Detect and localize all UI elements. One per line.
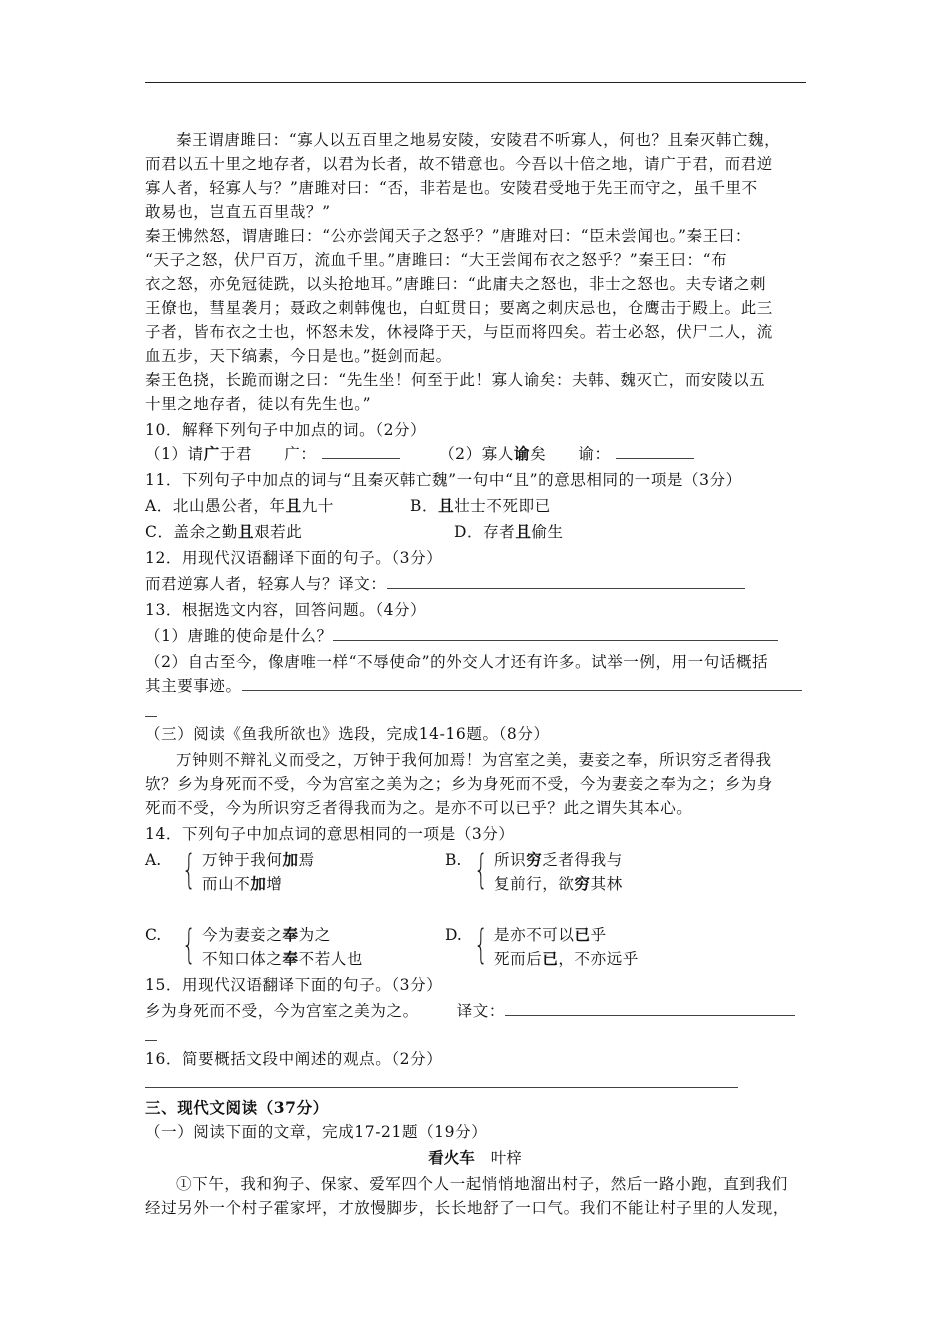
option-d-label[interactable]: D.: [445, 926, 462, 944]
passage-line: 寡人者，轻寡人与？”唐雎对曰：“否，非若是也。安陵君受地于先王而守之，虽千里不: [145, 179, 758, 197]
question-15-stem: 15．用现代汉语翻译下面的句子。（3分）: [145, 976, 443, 994]
option-c-line1: 今为妻妾之奉为之: [202, 925, 331, 944]
passage-line: 衣之怒，亦免冠徒跣，以头抢地耳。”唐雎曰：“此庸夫之怒也，非士之怒也。夫专诸之刺: [145, 275, 767, 293]
answer-blank[interactable]: [322, 444, 400, 459]
option-b[interactable]: B．且壮士不死即已: [410, 496, 551, 515]
option-c-label[interactable]: C.: [145, 926, 162, 944]
answer-blank[interactable]: [616, 444, 694, 459]
question-13-sub2: （2）自古至今，像唐唯一样“不辱使命”的外交人才还有许多。试举一例，用一句话概括: [145, 653, 769, 671]
option-d[interactable]: D．存者且偷生: [454, 522, 564, 541]
passage-line: 秦王谓唐雎曰：“寡人以五百里之地易安陵，安陵君不听寡人，何也？且秦灭韩亡魏，: [176, 131, 781, 149]
brace-icon: {: [182, 847, 196, 893]
answer-blank[interactable]: [387, 574, 745, 589]
passage-line: 万钟则不辩礼义而受之，万钟于我何加焉！为宫室之美，妻妾之奉，所识穷乏者得我: [176, 751, 772, 769]
header-rule: [145, 82, 806, 83]
option-a[interactable]: A．北山愚公者，年且九十: [145, 496, 334, 515]
option-b-line1: 所识穷乏者得我与: [494, 850, 623, 869]
brace-icon: {: [474, 922, 488, 968]
passage-line: “天子之怒，伏尸百万，流血千里。”唐雎曰：“大王尝闻布衣之怒乎？”秦王曰：“布: [145, 251, 728, 269]
passage-line: 十里之地存者，徒以有先生也。”: [145, 395, 372, 413]
option-c[interactable]: C．盖余之勤且艰若此: [145, 522, 303, 541]
section-heading: （三）阅读《鱼我所欲也》选段，完成14-16题。（8分）: [145, 725, 550, 743]
passage-line: 秦王怫然怒，谓唐雎曰：“公亦尝闻天子之怒乎？”唐雎对曰：“臣未尝闻也。”秦王曰：: [145, 227, 751, 245]
question-11-stem: 11．下列句子中加点的词与“且秦灭韩亡魏”一句中“且”的意思相同的一项是（3分）: [145, 471, 742, 489]
passage-line: 死而不受，今为所识穷乏者得我而为之。是亦不可以已乎？此之谓失其本心。: [145, 799, 693, 817]
option-d-line1: 是亦不可以已乎: [494, 925, 607, 944]
option-a-line2: 而山不加增: [202, 874, 283, 893]
section-subheading: （一）阅读下面的文章，完成17-21题（19分）: [145, 1123, 488, 1141]
answer-blank[interactable]: [505, 1001, 795, 1016]
passage-line: 而君以五十里之地存者，以君为长者，故不错意也。今吾以十倍之地，请广于君，而君逆: [145, 155, 773, 173]
question-10-items: （1）请广于君 广： （2）寡人谕矣 谕：: [145, 444, 694, 464]
article-title: 看火车 叶梓: [428, 1148, 522, 1167]
option-a-label[interactable]: A.: [145, 851, 162, 869]
brace-icon: {: [474, 847, 488, 893]
question-15-sentence: 乡为身死而不受，今为宫室之美为之。 译文：: [145, 1001, 795, 1021]
answer-blank[interactable]: [145, 1087, 738, 1088]
option-b-label[interactable]: B.: [445, 851, 462, 869]
question-14-stem: 14．下列句子中加点词的意思相同的一项是（3分）: [145, 825, 515, 843]
option-a-line1: 万钟于我何加焉: [202, 850, 315, 869]
option-b-line2: 复前行，欲穷其林: [494, 874, 623, 893]
question-10-stem: 10．解释下列句子中加点的词。（2分）: [145, 421, 427, 439]
question-16-stem: 16．简要概括文段中阐述的观点。（2分）: [145, 1050, 443, 1068]
option-c-line2: 不知口体之奉不若人也: [202, 949, 364, 968]
section-heading: 三、现代文阅读（37分）: [145, 1098, 329, 1117]
passage-line: 经过另外一个村子霍家坪，才放慢脚步，长长地舒了一口气。我们不能让村子里的人发现，: [145, 1199, 790, 1217]
answer-blank[interactable]: [242, 676, 802, 691]
passage-line: ①下午，我和狗子、保家、爱军四个人一起悄悄地溜出村子，然后一路小跑，直到我们: [176, 1175, 788, 1193]
answer-blank[interactable]: [333, 626, 778, 641]
question-12-sentence: 而君逆寡人者，轻寡人与？译文：: [145, 574, 745, 594]
question-13-stem: 13．根据选文内容，回答问题。（4分）: [145, 601, 427, 619]
question-12-stem: 12．用现代汉语翻译下面的句子。（3分）: [145, 549, 443, 567]
passage-line: 秦王色挠，长跪而谢之曰：“先生坐！何至于此！寡人谕矣：夫韩、魏灭亡，而安陵以五: [145, 371, 766, 389]
passage-line: 敢易也，岂直五百里哉？”: [145, 203, 331, 221]
passage-line: 王僚也，彗星袭月；聂政之刺韩傀也，白虹贯日；要离之刺庆忌也，仓鹰击于殿上。此三: [145, 299, 773, 317]
blank-continuation: [145, 1040, 157, 1041]
blank-continuation: [145, 716, 157, 717]
brace-icon: {: [182, 922, 196, 968]
question-13-sub1: （1）唐雎的使命是什么？: [145, 626, 778, 646]
passage-line: 欤？乡为身死而不受，今为宫室之美为之；乡为身死而不受，今为妻妾之奉为之；乡为身: [145, 775, 773, 793]
question-13-sub2-cont: 其主要事迹。: [145, 676, 802, 696]
option-d-line2: 死而后已，不亦远乎: [494, 949, 639, 968]
passage-line: 子者，皆布衣之士也，怀怒未发，休祲降于天，与臣而将四矣。若士必怒，伏尸二人，流: [145, 323, 773, 341]
passage-line: 血五步，天下缟素，今日是也。”挺剑而起。: [145, 347, 452, 365]
